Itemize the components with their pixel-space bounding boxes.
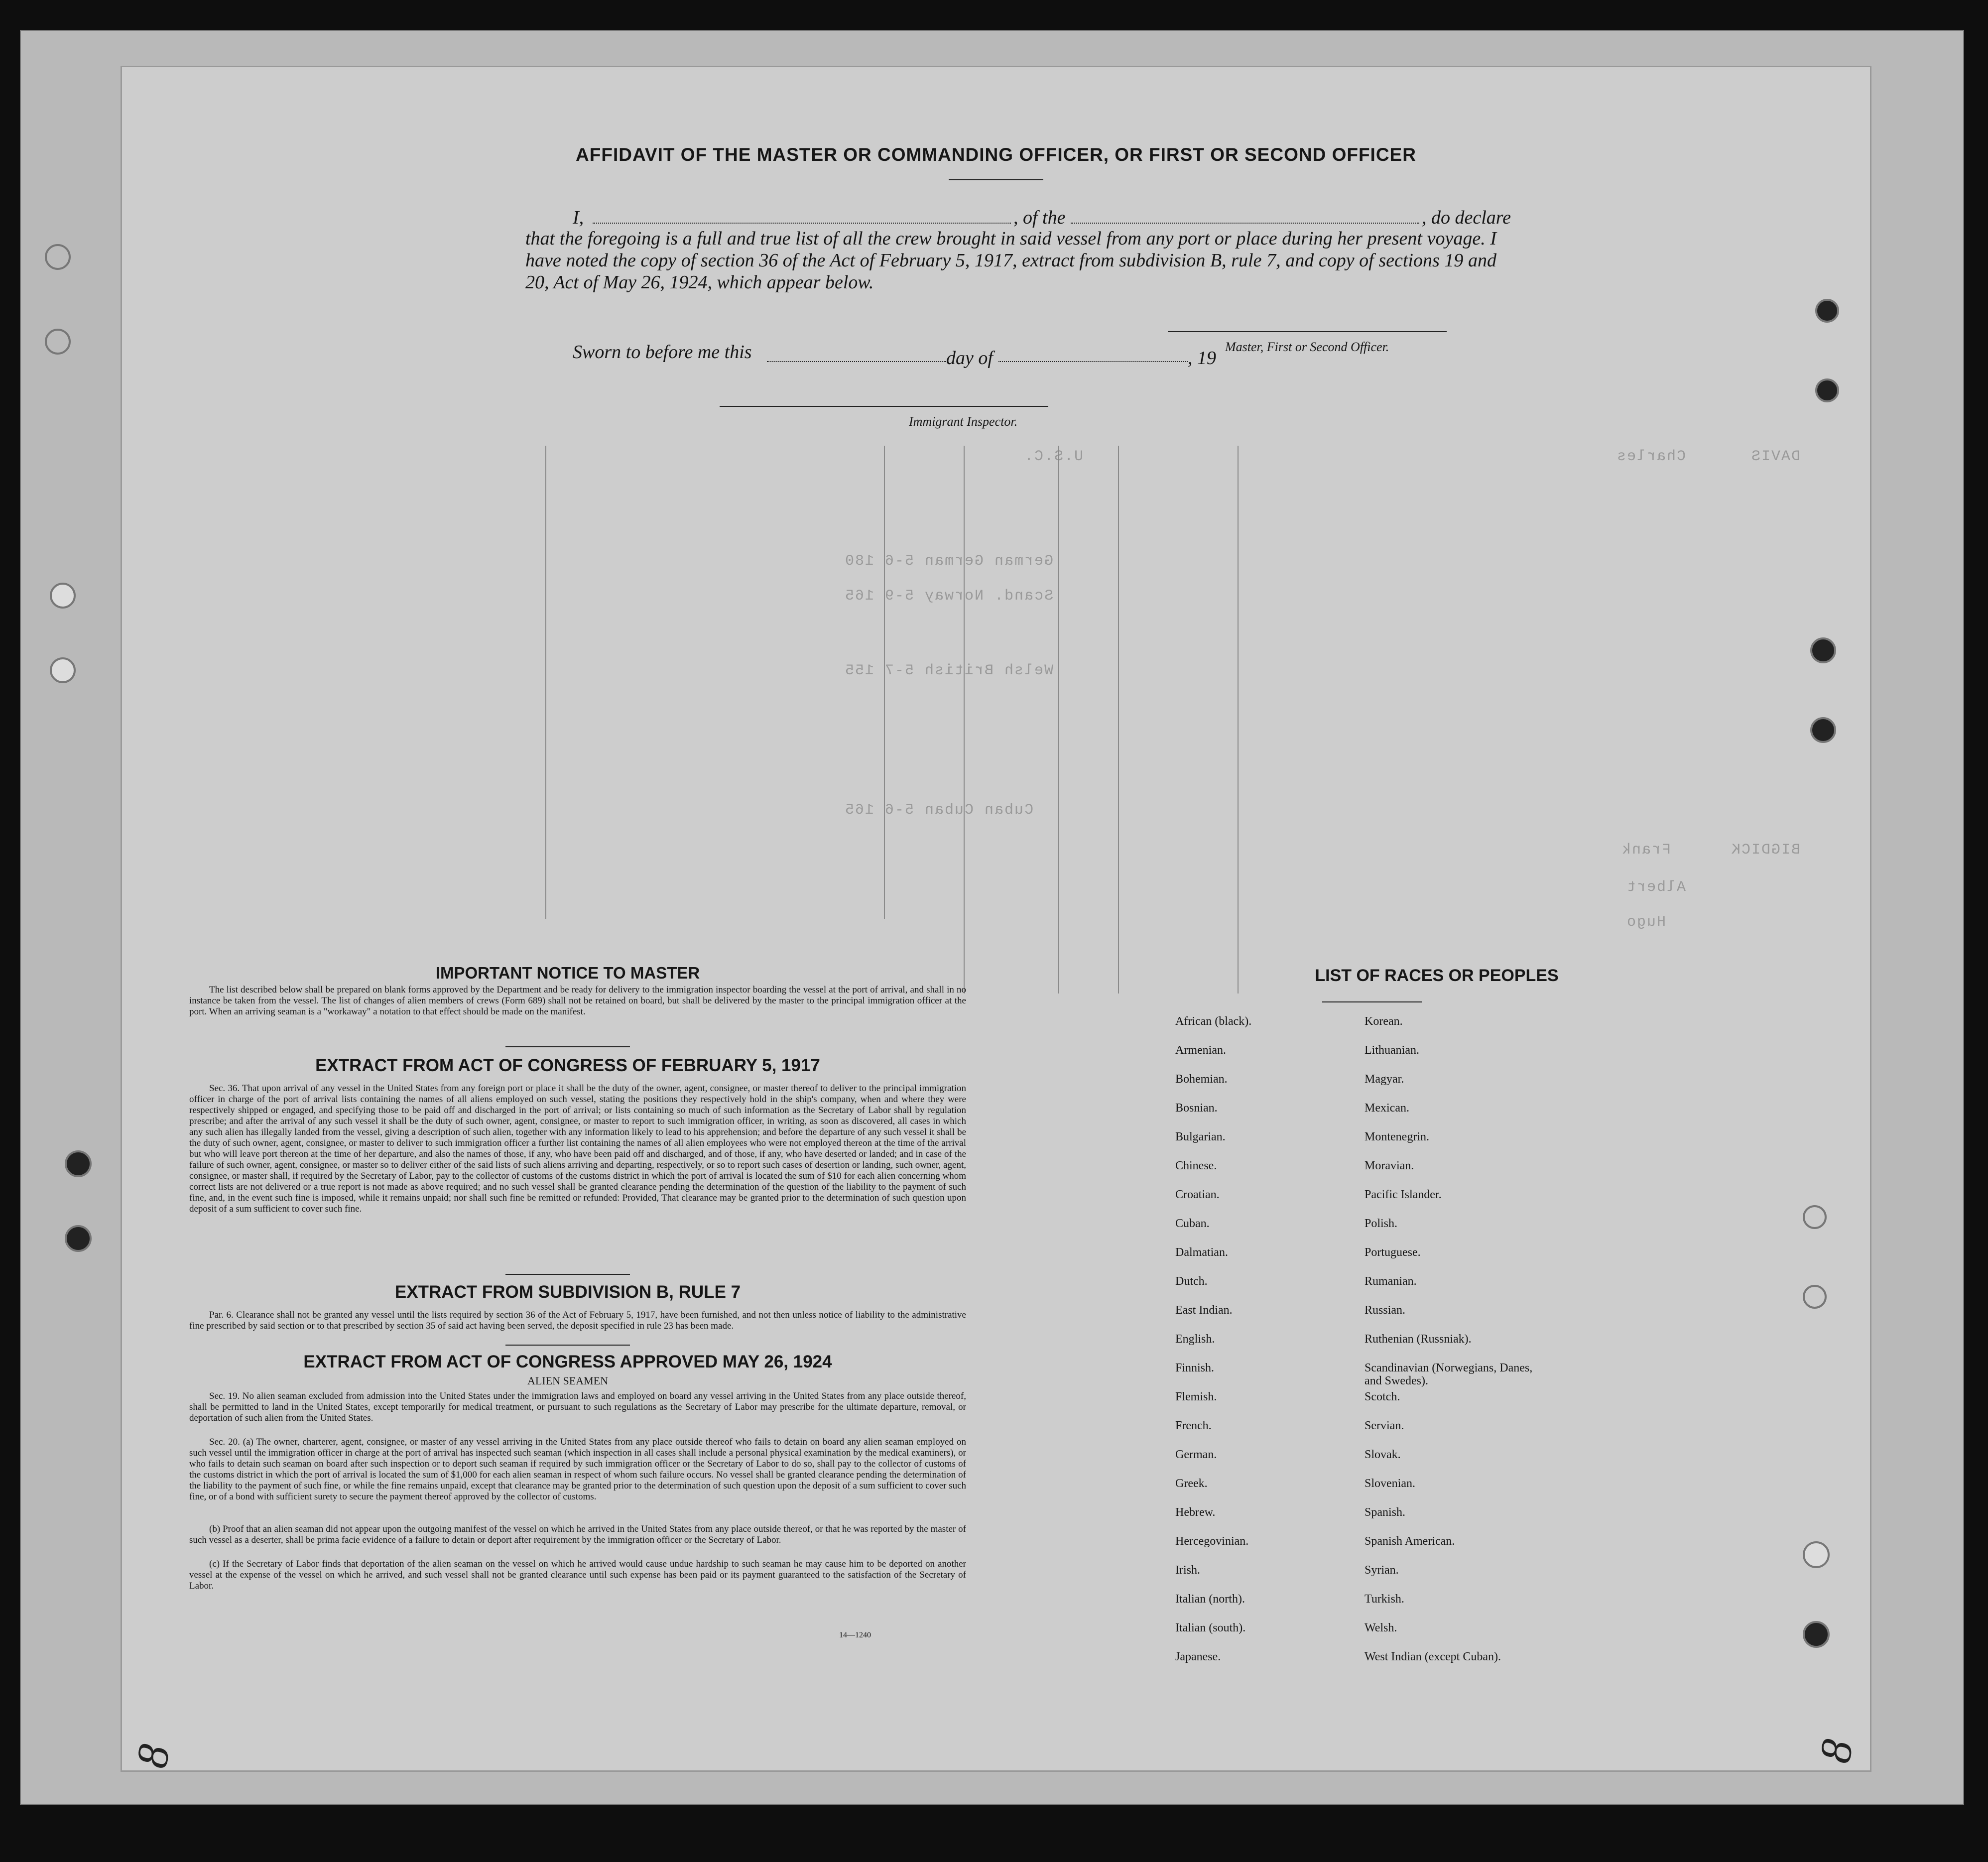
bleed-through-text: DAVIS: [1750, 448, 1801, 465]
race-item: Portuguese.: [1365, 1246, 1421, 1259]
race-item: Slovenian.: [1365, 1477, 1415, 1490]
race-item: Italian (south).: [1175, 1621, 1246, 1634]
bleed-through-text: Scand. Norway 5-9 165: [844, 588, 1054, 605]
sworn-label: Sworn to before me this: [573, 342, 752, 363]
vessel-blank: [1071, 223, 1419, 224]
punch-hole: [50, 657, 76, 683]
race-item: Armenian.: [1175, 1044, 1226, 1057]
race-item: West Indian (except Cuban).: [1365, 1650, 1501, 1663]
race-item: African (black).: [1175, 1015, 1252, 1028]
bleed-through-line: [1238, 446, 1239, 993]
extract-rule7-text: Par. 6. Clearance shall not be granted any vessel until the lists required by section 36 of the Act of February 5, 1917, have been furnished, and not then unless notice of liability to the administrative fine prescribed by said section or to that prescribed by section 35 of said act having been served, the deposit specified in rule 23 has been made.: [189, 1310, 966, 1331]
race-item: Rumanian.: [1365, 1275, 1417, 1288]
race-item: Finnish.: [1175, 1362, 1215, 1374]
punch-hole: [1810, 717, 1836, 743]
race-item: Servian.: [1365, 1419, 1404, 1432]
document-page: [122, 67, 1870, 1770]
race-item: Russian.: [1365, 1304, 1406, 1317]
declaration-of-the: , of the: [1013, 207, 1066, 228]
race-item: Bulgarian.: [1175, 1130, 1226, 1143]
affidavit-title: AFFIDAVIT OF THE MASTER OR COMMANDING OFFICER, OR FIRST OR SECOND OFFICER: [576, 144, 1416, 165]
bleed-through-text: Welsh British 5-7 155: [844, 662, 1054, 679]
bleed-through-text: German German 5-6 180: [844, 553, 1054, 570]
bleed-through-text: Cuban Cuban 5-6 165: [844, 802, 1034, 819]
races-heading-underline: [1322, 1001, 1422, 1002]
sworn-day-blank: [767, 361, 946, 362]
bleed-through-text: Frank: [1621, 842, 1671, 859]
section-divider: [505, 1345, 630, 1346]
punch-hole: [1815, 299, 1839, 323]
bleed-through-line: [884, 446, 885, 919]
sec-20b-text: (b) Proof that an alien seaman did not appear upon the outgoing manifest of the vessel on which he arrived in the United States from any place outside thereof, or that he was reported by the master of such vessel as a deserter, shall be prima facie evidence of a failure to detain or deport after requirement by the immigration officer or the Secretary of Labor.: [189, 1524, 966, 1545]
punch-hole: [1803, 1621, 1830, 1648]
race-item: Japanese.: [1175, 1650, 1221, 1663]
race-item: Syrian.: [1365, 1564, 1399, 1577]
race-item: Bohemian.: [1175, 1073, 1228, 1086]
margin-mark: 8: [1810, 1736, 1863, 1767]
extract-1917-heading: EXTRACT FROM ACT OF CONGRESS OF FEBRUARY 5, 1917: [315, 1056, 820, 1075]
sworn-day-of: day of: [946, 348, 993, 369]
race-item: Ruthenian (Russniak).: [1365, 1333, 1472, 1346]
race-item: Mexican.: [1365, 1102, 1409, 1115]
extract-1917-text: Sec. 36. That upon arrival of any vessel in the United States from any foreign port or place it shall be the duty of the owner, agent, consignee, or master thereof to deliver to the principal immigration officer in charge of the port of arrival lists containing the names of all aliens employed on such vessel, stating the positions they respectively hold in the ship's company, when and where they were respectively shipped or engaged, and specifying those to be paid off and discharged in the port of arrival; or lists containing so much of such information as the Secretary of Labor shall by regulation prescribe; and after the arrival of any such vessel it shall be the duty of such owner, agent, consignee, or master to report to such immigration officer, in writing, as soon as discovered, all cases in which any such alien has illegally landed from the vessel, giving a description of such alien, together with any information likely to lead to his apprehension; and before the departure of any such vessel it shall be the duty of such owner, agent, consignee, or master to deliver to such immigration officer a further list containing the names of all alien employees who were not employed thereon at the time of the arrival but who will leave port thereon at the time of her departure, and also the names of those, if any, who have been paid off and discharged, and of those, if any, who have deserted or landed; and in case of the failure of such owner, agent, consignee, or master so to deliver either of the said lists of such aliens arriving and departing, respectively, or so to report such cases of desertion or landing, such owner, agent, consignee, or master shall, if required by the Secretary of Labor, pay to the collector of customs of the customs district in which the port of arrival is located the sum of $10 for each alien concerning whom correct lists are not delivered or a true report is not made as above required; and no such vessel shall be granted clearance pending the determination of the question of the liability to the payment of such fine, and, in the event such fine is imposed, while it remains unpaid; nor shall such fine be remitted or refunded: Provided, That clearance may be granted prior to the determination of such question upon deposit of a sum sufficient to cover such fine.: [189, 1083, 966, 1214]
race-item: Flemish.: [1175, 1390, 1217, 1403]
race-item: Greek.: [1175, 1477, 1208, 1490]
name-blank: [593, 223, 1011, 224]
race-item: French.: [1175, 1419, 1212, 1432]
declaration-body: that the foregoing is a full and true list of all the crew brought in said vessel from any port or place during her present voyage. I have noted the copy of section 36 of the Act of February 5, 1917, extract from subdivision B, rule 7, and copy of sections 19 and 20, Act of May 26, 1924, which appear below.: [525, 228, 1496, 293]
margin-mark: 8: [126, 1740, 180, 1772]
race-item: Dutch.: [1175, 1275, 1208, 1288]
extract-1924-heading: EXTRACT FROM ACT OF CONGRESS APPROVED MAY 26, 1924: [303, 1352, 832, 1371]
sworn-month-blank: [998, 361, 1188, 362]
punch-hole: [65, 1225, 92, 1252]
sworn-year: , 19: [1188, 348, 1216, 369]
bleed-through-text: U.S.C.: [1023, 448, 1084, 465]
punch-hole: [45, 244, 71, 270]
race-item: Korean.: [1365, 1015, 1403, 1028]
race-item: Scandinavian (Norwegians, Danes, and Swedes).: [1365, 1362, 1533, 1387]
section-divider: [505, 1274, 630, 1275]
bleed-through-line: [1058, 446, 1059, 993]
punch-hole: [1803, 1205, 1827, 1229]
punch-hole: [1803, 1285, 1827, 1309]
section-divider: [505, 1046, 630, 1047]
bleed-through-line: [1118, 446, 1119, 993]
race-item: Pacific Islander.: [1365, 1188, 1442, 1201]
punch-hole: [65, 1150, 92, 1177]
race-item: Scotch.: [1365, 1390, 1400, 1403]
race-item: Hercegovinian.: [1175, 1535, 1249, 1548]
race-item: Magyar.: [1365, 1073, 1404, 1086]
bleed-through-text: Hugo: [1626, 914, 1666, 931]
races-heading: LIST OF RACES OR PEOPLES: [1315, 966, 1559, 985]
race-item: Montenegrin.: [1365, 1130, 1429, 1143]
punch-hole: [1815, 378, 1839, 402]
punch-hole: [1803, 1541, 1830, 1568]
race-item: Chinese.: [1175, 1159, 1217, 1172]
race-item: Polish.: [1365, 1217, 1398, 1230]
alien-seamen-subheading: ALIEN SEAMEN: [527, 1374, 608, 1387]
punch-hole: [50, 583, 76, 609]
master-signature-label: Master, First or Second Officer.: [1225, 340, 1389, 354]
race-item: Cuban.: [1175, 1217, 1210, 1230]
bleed-through-line: [545, 446, 546, 919]
form-number: 14—1240: [839, 1631, 871, 1639]
extract-rule7-heading: EXTRACT FROM SUBDIVISION B, RULE 7: [394, 1282, 741, 1302]
bleed-through-text: Albert: [1626, 879, 1686, 896]
race-item: German.: [1175, 1448, 1217, 1461]
race-item: Hebrew.: [1175, 1506, 1216, 1519]
race-item: Irish.: [1175, 1564, 1200, 1577]
race-item: Italian (north).: [1175, 1593, 1245, 1606]
sec-20c-text: (c) If the Secretary of Labor finds that deportation of the alien seaman on the vessel on which he arrived would cause undue hardship to such seaman he may cause him to be deported on another vessel at the expense of the vessel on which he arrived, and such vessel shall not be granted clearance until such expense has been paid or its payment guaranteed to the satisfaction of the Secretary of Labor.: [189, 1559, 966, 1591]
race-item: Welsh.: [1365, 1621, 1397, 1634]
bleed-through-text: BIGDICK: [1731, 842, 1801, 859]
notice-text: The list described below shall be prepared on blank forms approved by the Department and be ready for delivery to the immigration inspector boarding the vessel at the port of arrival, and shall in no instance be taken from the vessel. The list of changes of alien members of crews (Form 689) shall not be retained on board, but shall be delivered by the master to the principal immigration officer at the port. When an arriving seaman is a "workaway" a notation to that effect should be made on the manifest.: [189, 985, 966, 1017]
punch-hole: [45, 329, 71, 355]
bleed-through-text: Charles: [1616, 448, 1686, 465]
race-item: Slovak.: [1365, 1448, 1401, 1461]
master-signature-line: [1168, 331, 1447, 332]
race-item: Moravian.: [1365, 1159, 1414, 1172]
declaration-i: I,: [573, 207, 584, 228]
race-item: East Indian.: [1175, 1304, 1233, 1317]
race-item: Spanish.: [1365, 1506, 1406, 1519]
bleed-through-line: [964, 446, 965, 993]
notice-heading: IMPORTANT NOTICE TO MASTER: [435, 964, 700, 982]
inspector-signature-line: [720, 406, 1048, 407]
race-item: Croatian.: [1175, 1188, 1220, 1201]
punch-hole: [1810, 637, 1836, 663]
race-item: Lithuanian.: [1365, 1044, 1419, 1057]
inspector-signature-label: Immigrant Inspector.: [909, 414, 1018, 429]
race-item: English.: [1175, 1333, 1215, 1346]
sec-20a-text: Sec. 20. (a) The owner, charterer, agent, consignee, or master of any vessel arriving in the United States from any place outside thereof who fails to detain on board any alien seaman employed on such vessel until the immigration officer in charge at the port of arrival has inspected such seaman (which inspection in all cases shall include a personal physical examination by the medical examiners), or who fails to detain such seaman on board after such inspection or to deport such seaman if required by such immigration officer or the Secretary of Labor to do so, shall pay to the collector of customs of the customs district in which the port of arrival is located the sum of $1,000 for each alien seaman in respect of whom such failure occurs. No vessel shall be granted clearance pending the determination of the liability to the payment of such fine, or while the fine remains unpaid, except that clearance may be granted prior to the determination of such question upon the deposit of a sum sufficient to cover such fine, or of a bond with sufficient surety to secure the payment thereof approved by the collector of customs.: [189, 1437, 966, 1502]
race-item: Spanish American.: [1365, 1535, 1455, 1548]
title-underline: [949, 179, 1043, 180]
declaration-do-declare: , do declare: [1422, 207, 1511, 228]
sec-19-text: Sec. 19. No alien seaman excluded from admission into the United States under the immigration laws and employed on board any vessel arriving in the United States from any place outside thereof, shall be permitted to land in the United States, except temporarily for medical treatment, or pursuant to such regulations as the Secretary of Labor may prescribe for the ultimate departure, removal, or deportation of such alien from the United States.: [189, 1391, 966, 1423]
race-item: Turkish.: [1365, 1593, 1404, 1606]
race-item: Bosnian.: [1175, 1102, 1218, 1115]
race-item: Dalmatian.: [1175, 1246, 1228, 1259]
